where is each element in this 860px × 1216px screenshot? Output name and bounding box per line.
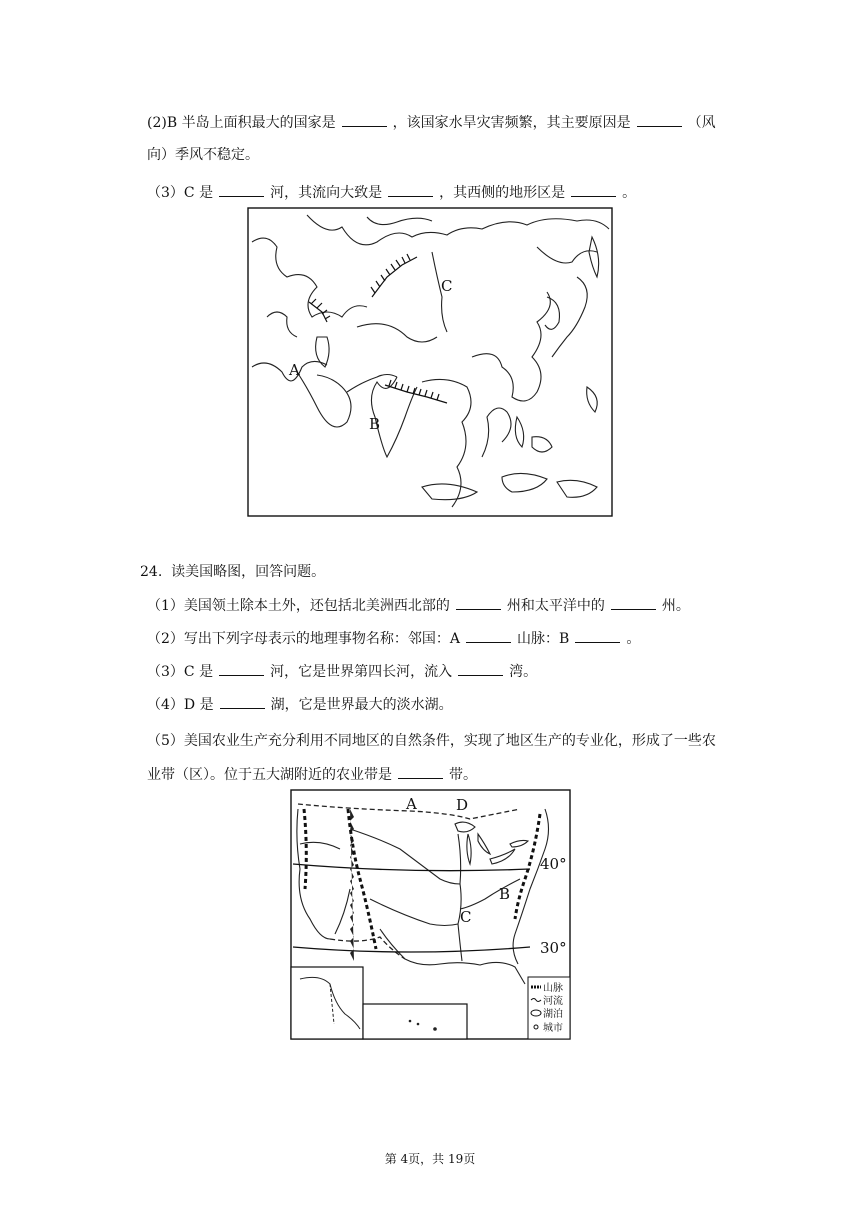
legend-lake: 湖泊 xyxy=(543,1009,563,1020)
q24-part1 xyxy=(147,595,690,616)
q24-part5-text: （5）美国农业生产充分利用不同地区的自然条件，实现了地区生产的专业化，形成了一些农 xyxy=(147,733,716,749)
asia-label-b: B xyxy=(369,415,381,433)
q24-part2-mid: 山脉：B xyxy=(517,631,570,647)
q24-part3 xyxy=(147,661,537,682)
q23-part2-prefix: (2)B 半岛上面积最大的国家是 xyxy=(147,115,336,131)
answer-blank[interactable] xyxy=(388,182,433,197)
q23-part3-mid2: ，其西侧的地形区是 xyxy=(439,185,566,201)
q24-part4-suffix: 湖，它是世界最大的淡水湖。 xyxy=(270,697,453,713)
q24-part5-line2 xyxy=(147,764,477,785)
legend-mountain: 山脉 xyxy=(543,983,563,994)
q23-part3-prefix: （3）C 是 xyxy=(147,185,214,201)
q24-part3-prefix: （3）C 是 xyxy=(147,664,214,680)
answer-blank[interactable] xyxy=(571,182,616,197)
q23-part2-line2 xyxy=(147,145,259,165)
q24-stem-text: 读美国略图，回答问题。 xyxy=(171,564,326,580)
legend-river: 河流 xyxy=(543,996,563,1007)
q24-part2 xyxy=(147,628,640,649)
q24-part3-mid: 河，它是世界第四长河，流入 xyxy=(270,664,453,680)
q23-part3-suffix: 。 xyxy=(622,185,637,201)
q24-number: 24. xyxy=(140,564,163,580)
usa-map-svg xyxy=(290,789,571,1040)
q23-part2-mid: ，该国家水旱灾害频繁，其主要原因是 xyxy=(392,115,631,131)
answer-blank[interactable] xyxy=(611,595,656,610)
usa-label-c: C xyxy=(460,908,472,926)
usa-label-a: A xyxy=(406,795,417,813)
q24-part2-prefix: （2）写出下列字母表示的地理事物名称：邻国：A xyxy=(147,631,461,647)
q24-part1-suffix: 州。 xyxy=(661,598,690,614)
q24-part1-mid: 州和太平洋中的 xyxy=(506,598,605,614)
answer-blank[interactable] xyxy=(458,661,503,676)
q24-part4 xyxy=(147,694,453,715)
asia-label-a: A xyxy=(289,361,300,379)
q24-part3-suffix: 湾。 xyxy=(509,664,538,680)
legend-city: 城市 xyxy=(543,1023,563,1034)
lat-40-label: 40° xyxy=(540,855,567,873)
q23-part2-cont: 向）季风不稳定。 xyxy=(147,147,259,163)
usa-label-b: B xyxy=(499,885,511,903)
answer-blank[interactable] xyxy=(398,764,443,779)
q24-stem xyxy=(140,562,325,582)
q24-part5-suffix: 带。 xyxy=(449,767,477,783)
answer-blank[interactable] xyxy=(466,628,511,643)
answer-blank[interactable] xyxy=(219,182,264,197)
q24-part5-prefix: 业带（区）。位于五大湖附近的农业带是 xyxy=(147,767,392,783)
answer-blank[interactable] xyxy=(220,694,265,709)
q24-part5-line1 xyxy=(147,731,716,751)
asia-label-c: C xyxy=(441,277,453,295)
answer-blank[interactable] xyxy=(456,595,501,610)
page-footer: 第 4页，共 19页 xyxy=(384,1152,476,1166)
asia-map xyxy=(247,207,613,517)
q23-part3 xyxy=(147,182,636,203)
asia-map-svg xyxy=(247,207,613,517)
q23-part2-suffix: （风 xyxy=(687,115,716,131)
q23-part2-line1 xyxy=(147,112,716,133)
answer-blank[interactable] xyxy=(219,661,264,676)
answer-blank[interactable] xyxy=(575,628,620,643)
answer-blank[interactable] xyxy=(342,112,387,127)
answer-blank[interactable] xyxy=(637,112,682,127)
lat-30-label: 30° xyxy=(540,939,567,957)
usa-map xyxy=(290,789,571,1040)
q24-part1-prefix: （1）美国领土除本土外，还包括北美洲西北部的 xyxy=(147,598,450,614)
q24-part4-prefix: （4）D 是 xyxy=(147,697,214,713)
q23-part3-mid1: 河，其流向大致是 xyxy=(270,185,383,201)
q24-part2-suffix: 。 xyxy=(626,631,641,647)
usa-label-d: D xyxy=(456,796,469,814)
